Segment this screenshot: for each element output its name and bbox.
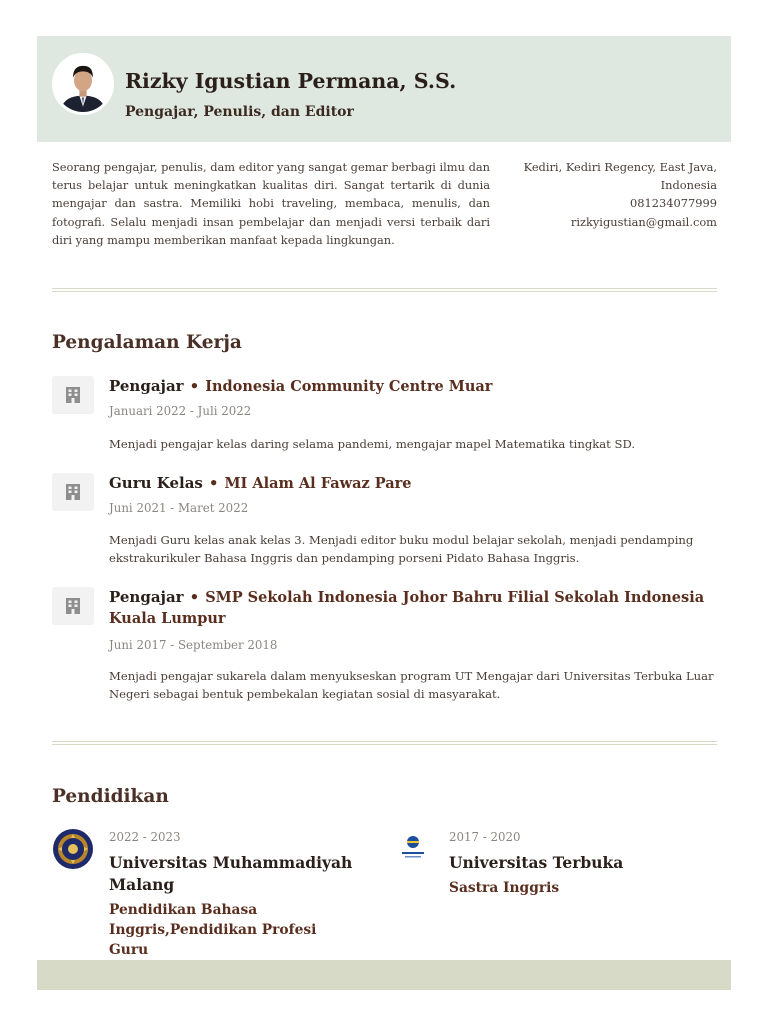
profile-header xyxy=(37,36,731,142)
profile-summary: Seorang pengajar, penulis, dam editor yang sangat gemar berbagi ilmu dan terus belajar untuk meningkatkan kualitas diri. Sangat tertarik di dunia mengajar dan sastra. Memiliki hobi traveling, membaca, menulis, dan fotografi. Selalu menjadi insan pembelajar dan menjadi versi terbaik dari diri yang mampu memberikan manfaat kepada lingkungan. xyxy=(52,160,490,247)
building-icon xyxy=(52,376,94,414)
section-divider xyxy=(52,288,717,292)
profile-name: Rizky Igustian Permana, S.S. xyxy=(125,69,457,93)
building-icon xyxy=(52,587,94,625)
job-organization: MI Alam Al Fawaz Pare xyxy=(224,475,412,492)
page-footer xyxy=(37,960,731,990)
building-icon xyxy=(52,473,94,511)
education-dates: 2017 - 2020 xyxy=(449,830,521,844)
separator-dot: • xyxy=(208,474,219,492)
education-major: Sastra Inggris xyxy=(449,880,560,896)
contact-block xyxy=(507,158,717,231)
section-divider xyxy=(52,741,717,745)
education-title: Pendidikan xyxy=(52,786,169,807)
contact-email: rizkyigustian@gmail.com xyxy=(570,214,717,229)
job-position: Pengajar xyxy=(109,377,184,395)
profile-role: Pengajar, Penulis, dan Editor xyxy=(125,104,354,120)
education-major: Pendidikan Bahasa Inggris,Pendidikan Profesi Guru xyxy=(109,902,317,958)
job-organization: Indonesia Community Centre Muar xyxy=(205,378,493,395)
university-seal-icon xyxy=(52,828,94,874)
separator-dot: • xyxy=(189,588,200,606)
job-dates: Juni 2017 - September 2018 xyxy=(109,638,278,652)
education-item xyxy=(396,828,716,908)
job-heading xyxy=(109,376,709,397)
university-logo-icon xyxy=(396,828,430,866)
job-heading xyxy=(109,587,709,629)
separator-dot: • xyxy=(189,377,200,395)
job-description: Menjadi Guru kelas anak kelas 3. Menjadi editor buku modul belajar sekolah, menjadi pendamping ekstrakurikuler Bahasa Inggris dan pendamping porseni Pidato Bahasa Inggris. xyxy=(109,533,694,565)
education-institution: Universitas Terbuka xyxy=(449,853,624,872)
job-description: Menjadi pengajar sukarela dalam menyukseskan program UT Mengajar dari Universitas Terbuka Luar Negeri sebagai bentuk pembekalan kegiatan sosial di masyarakat. xyxy=(109,669,714,701)
job-dates: Januari 2022 - Juli 2022 xyxy=(109,404,252,418)
job-position: Pengajar xyxy=(109,588,184,606)
job-heading xyxy=(109,473,709,494)
job-dates: Juni 2021 - Maret 2022 xyxy=(109,501,249,515)
contact-location: Kediri, Kediri Regency, East Java, Indonesia xyxy=(523,160,717,193)
contact-phone: 081234077999 xyxy=(630,196,717,211)
job-description: Menjadi pengajar kelas daring selama pandemi, mengajar mapel Matematika tingkat SD. xyxy=(109,437,636,451)
experience-title: Pengalaman Kerja xyxy=(52,332,242,353)
avatar xyxy=(52,53,114,115)
job-organization: SMP Sekolah Indonesia Johor Bahru Filial Sekolah Indonesia Kuala Lumpur xyxy=(109,589,705,627)
experience-item xyxy=(52,473,717,573)
education-item xyxy=(52,828,372,958)
education-institution: Universitas Muhammadiyah Malang xyxy=(109,853,353,894)
experience-item xyxy=(52,587,717,712)
education-dates: 2022 - 2023 xyxy=(109,830,181,844)
profile-photo xyxy=(55,56,111,112)
experience-item xyxy=(52,376,717,456)
job-position: Guru Kelas xyxy=(109,474,203,492)
